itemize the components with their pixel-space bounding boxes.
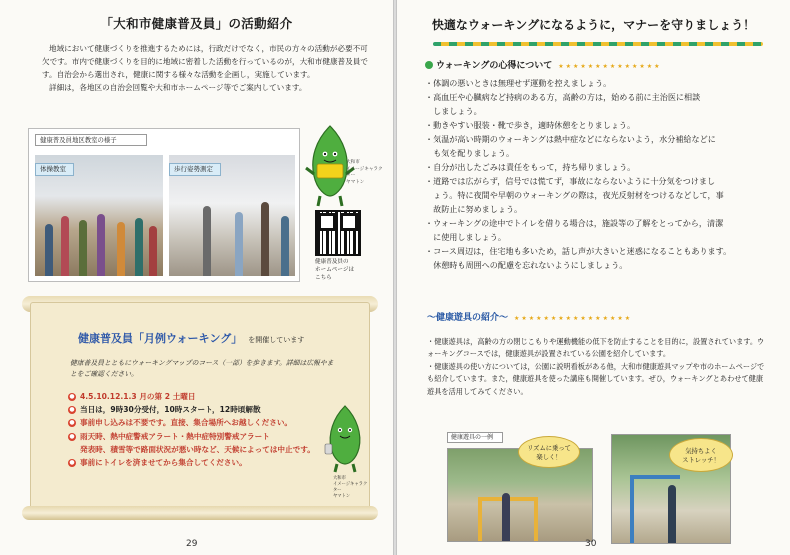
photo-caption: 健康普及員地区教室の様子 <box>35 134 147 146</box>
list-item: 休憩時も周囲への配慮を忘れないようにしましょう。 <box>425 260 628 270</box>
list-item: ・高血圧や心臓病など持病のある方，高齢の方は，始める前に主治医に相談 <box>425 92 701 102</box>
list-item: 故防止に努めましょう。 <box>425 204 523 214</box>
circle-bullet-icon: ● <box>69 419 75 427</box>
list-item: ● 事前申し込みは不要です。直接、集合場所へお越しください。 <box>69 418 293 428</box>
person-figure <box>668 485 676 543</box>
qr-code-icon[interactable] <box>315 210 361 256</box>
equipment-bar <box>478 497 482 542</box>
photo-tag-exercise: 体操教室 <box>35 163 74 176</box>
person-figure <box>117 222 125 276</box>
equipment-bar <box>630 475 634 544</box>
page-left <box>0 0 393 555</box>
speech-bubble-stretch: 気持ちよく ストレッチ！ <box>669 438 733 472</box>
list-item: ・自分が出したごみは責任をもって，持ち帰りましょう。 <box>425 162 636 172</box>
scroll-roll-bottom <box>22 506 378 520</box>
exercise-class-photo <box>35 155 163 276</box>
list-item: 発表時、積雪等で路面状況が悪い時など、天候によっては中止です。 <box>80 444 315 454</box>
walking-rules-list <box>425 76 775 272</box>
list-item: も気を配りましょう。 <box>425 148 515 158</box>
page-title-left: 「大和市健康普及員」の活動紹介 <box>100 16 293 31</box>
list-item: ● 雨天時、熱中症警戒アラート・熱中症特別警戒アラート <box>69 431 270 441</box>
intro-text <box>42 42 368 94</box>
circle-bullet-icon: ● <box>69 432 75 440</box>
posture-measurement-photo <box>169 155 295 276</box>
equipment-paragraph-1: ・健康遊具は，高齢の方の閉じこもりや運動機能の低下を防止することを目的に，設置されています。ウォーキングコースでは，健康遊具が設置されている公園を紹介しています。 <box>427 337 765 359</box>
person-figure <box>79 220 87 276</box>
page-number-left: 29 <box>186 539 198 549</box>
section-heading-equipment: ～健康遊具の紹介～ ★★★★★★★★★★★★★★★★ <box>427 313 633 323</box>
list-item: ・道路では広がらず，信号では慌てず，事故にならないように十分気をつけまし <box>425 176 716 186</box>
star-row-icon: ★★★★★★★★★★★★★★★★ <box>514 315 633 322</box>
list-item: に使用しましょう。 <box>425 232 506 242</box>
list-item: ょう。特に夜間や早朝のウォーキングの際は，夜光反射材をつけるなどして，事 <box>425 190 724 200</box>
qr-note: 健康普及員の ホームページは こちら <box>315 259 355 281</box>
list-item: ・コース周辺は，住宅地も多いため，話し声が大きいと迷惑になることもあります。 <box>425 246 732 256</box>
walking-description: 健康普及員とともにウォーキングマップのコース（一部）を歩きます。詳細は広報やまとをご確認ください。 <box>70 359 334 378</box>
walking-title <box>78 330 304 346</box>
list-item: ・気温が高い時期のウォーキングは熱中症などにならないよう，水分補給などに <box>425 134 716 144</box>
circle-bullet-icon: ● <box>69 459 75 467</box>
list-item: ● 事前にトイレを済ませてから集合してください。 <box>69 458 247 468</box>
person-figure <box>203 206 211 276</box>
list-item: ● 4.5.10.12.1.3 月の第 2 土曜日 <box>69 392 196 401</box>
intro-paragraph-2: 詳細は，各地区の自治会回覧や大和市ホームページ等でご案内しています。 <box>49 83 307 92</box>
walking-title-main: 健康普及員「月例ウォーキング」 <box>78 332 243 345</box>
person-figure <box>61 216 69 276</box>
walking-info-list <box>68 390 330 469</box>
list-item: ・ウォーキングの途中でトイレを借りる場合は，施設等の了解をとってから，清潔 <box>425 218 724 228</box>
equipment-example-label: 健康遊具の一例 <box>447 432 503 443</box>
person-figure <box>235 212 243 276</box>
person-figure <box>97 214 105 276</box>
list-item: ・体調の悪いときは無理せず運動を控えましょう。 <box>425 78 612 88</box>
page-right <box>397 0 790 555</box>
list-item: しましょう。 <box>425 106 482 116</box>
mascot-caption: 大和市 イメージキャラクター ヤマトン <box>333 476 368 499</box>
page-title-right: 快適なウォーキングになるように，マナーを守りましょう！ <box>431 18 756 32</box>
section-heading-tips: ウォーキングの心得について ★★★★★★★★★★★★★★ <box>425 58 662 71</box>
equipment-bar <box>630 475 680 479</box>
intro-paragraph-1: 地域において健康づくりを推進するためには，行政だけでなく，市民の方々の活動が必要不可欠です。市内で健康づくりを目的に地域に密着した活動を行っているのが，大和市健康普及員です。自治会から選出され，健康に関する様々な活動を企画し，実施しています。 <box>42 44 368 79</box>
list-item: ● 当日は，9時30分受付，10時スタート，12時頃解散 <box>69 405 261 415</box>
equipment-bar <box>534 497 538 542</box>
photo-tag-posture: 歩行姿勢測定 <box>169 163 221 176</box>
equipment-text <box>427 336 767 398</box>
walking-title-suffix: を開催しています <box>248 336 305 344</box>
circle-bullet-icon: ● <box>69 406 75 414</box>
green-dot-icon <box>425 61 433 69</box>
person-figure <box>45 224 53 276</box>
circle-bullet-icon: ● <box>69 393 75 400</box>
person-figure <box>149 226 157 276</box>
page-number-right: 30 <box>585 539 597 549</box>
person-figure <box>281 216 289 276</box>
person-figure <box>502 493 510 541</box>
yamaton-mascot-icon <box>322 404 368 474</box>
equipment-paragraph-2: ・健康遊具の使い方については，公園に説明看板がある他，大和市健康遊具マップや市のホームページでも紹介しています。また，健康遊具を使った講座も開催しています。ぜひ，ウォーキングとあわせて健康遊具を活用してみてください。 <box>427 361 765 396</box>
person-figure <box>261 202 269 276</box>
title-underline <box>433 42 763 46</box>
person-figure <box>135 218 143 276</box>
list-item: ・動きやすい服装・靴で歩き，適時休憩をとりましょう。 <box>425 120 636 130</box>
star-row-icon: ★★★★★★★★★★★★★★ <box>558 63 662 70</box>
activity-photo-card <box>28 128 300 282</box>
mascot-caption: 大和市 イメージキャラクター ヤマトン <box>346 160 383 185</box>
speech-bubble-rhythm: リズムに乗って 楽しく！ <box>518 436 580 468</box>
